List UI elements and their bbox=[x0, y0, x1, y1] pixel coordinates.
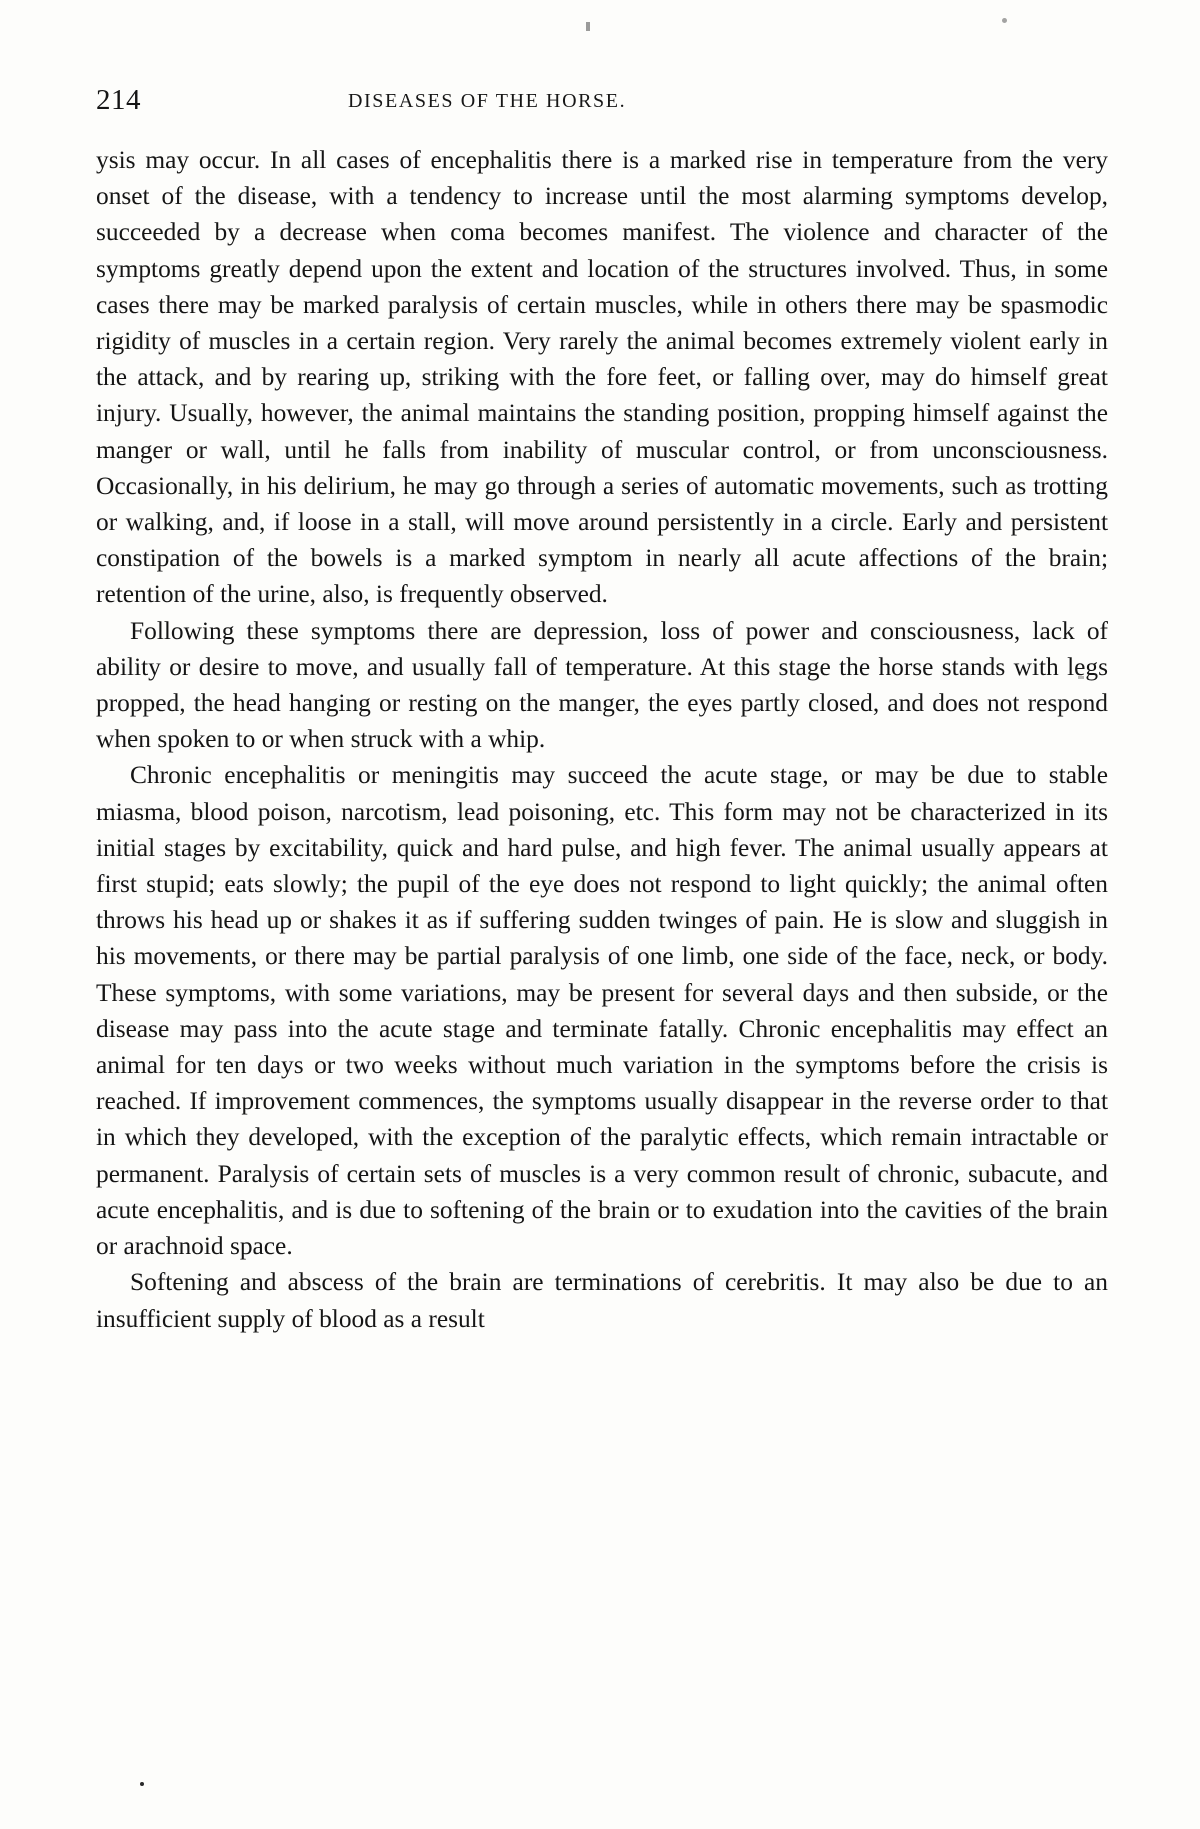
page-footer-mark bbox=[140, 1782, 144, 1786]
paragraph-2: Following these symptoms there are depression, loss of power and consciousness, lack of ability or desire to move, and usually fall of temperature. At this stage the horse stands with legs propped, the head hanging or resting on the manger, the eyes partly closed, and does not respond when spoken to or when struck with a whip. bbox=[96, 616, 1108, 754]
page-speck-top-right bbox=[1002, 18, 1007, 23]
page-number: 214 bbox=[96, 84, 141, 116]
paragraph-4: Softening and abscess of the brain are terminations of cerebritis. It may also be due to an insufficient supply of blood as a result bbox=[96, 1268, 1108, 1333]
page-body bbox=[96, 142, 1108, 1337]
paragraph-1: ysis may occur. In all cases of encephalitis there is a marked rise in temperature from the very onset of the disease, with a tendency to increase until the most alarming symptoms develop, succeeded by a decrease when coma becomes manifest. The violence and character of the symptoms greatly depend upon the extent and location of the structures involved. Thus, in some cases there may be marked paralysis of certain muscles, while in others there may be spasmodic rigidity of muscles in a certain region. Very rarely the animal becomes extremely violent early in the attack, and by rearing up, striking with the fore feet, or falling over, may do himself great injury. Usually, however, the animal maintains the standing position, propping himself against the manger or wall, until he falls from inability of muscular control, or from unconsciousness. Occasionally, in his delirium, he may go through a series of automatic movements, such as trotting or walking, and, if loose in a stall, will move around persistently in a circle. Early and persistent constipation of the bowels is a marked symptom in nearly all acute affections of the brain; retention of the urine, also, is frequently observed. bbox=[96, 146, 1108, 609]
paragraph-3: Chronic encephalitis or meningitis may succeed the acute stage, or may be due to stable miasma, blood poison, narcotism, lead poisoning, etc. This form may not be characterized in its initial stages by excitability, quick and hard pulse, and high fever. The animal usually appears at first stupid; eats slowly; the pupil of the eye does not respond to light quickly; the animal often throws his head up or shakes it as if suffering sudden twinges of pain. He is slow and sluggish in his movements, or there may be partial paralysis of one limb, one side of the face, neck, or body. These symptoms, with some variations, may be present for several days and then subside, or the disease may pass into the acute stage and terminate fatally. Chronic encephalitis may effect an animal for ten days or two weeks without much variation in the symptoms before the crisis is reached. If improvement commences, the symptoms usually disappear in the reverse order to that in which they developed, with the exception of the paralytic effects, which remain intractable or permanent. Paralysis of certain sets of muscles is a very common result of chronic, subacute, and acute encephalitis, and is due to softening of the brain or to exudation into the cavities of the brain or arachnoid space. bbox=[96, 761, 1108, 1261]
running-head: DISEASES OF THE HORSE. bbox=[348, 90, 627, 112]
page-speck-top-center bbox=[586, 22, 590, 31]
page-header bbox=[96, 84, 1104, 116]
